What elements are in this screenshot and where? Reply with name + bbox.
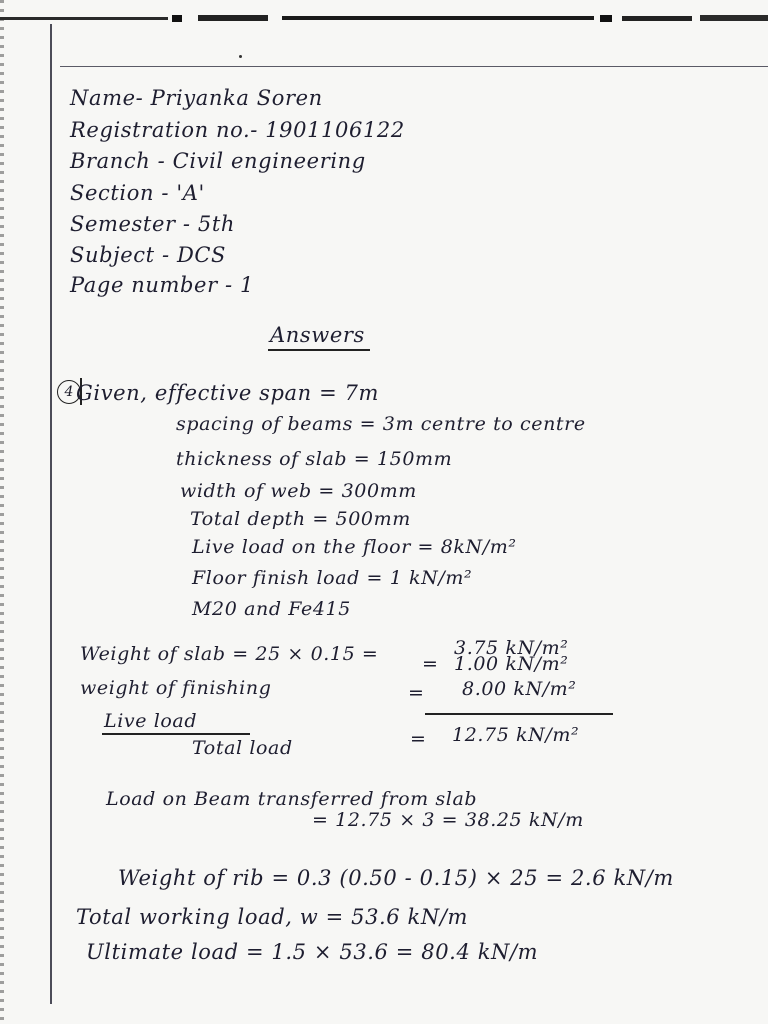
question-number: 4: [64, 384, 74, 400]
page-title: Answers: [270, 323, 365, 347]
finishing-equals: =: [422, 653, 439, 675]
live-load-equals: =: [408, 682, 425, 704]
page-binding-edge: [0, 0, 4, 1024]
subject: Subject - DCS: [70, 243, 227, 267]
given-thickness: thickness of slab = 150mm: [176, 448, 453, 470]
finishing-weight-label: weight of finishing: [80, 677, 272, 699]
live-load-underline: [102, 733, 250, 735]
student-name: Name- Priyanka Soren: [70, 86, 323, 110]
given-live-load: Live load on the floor = 8kN/m²: [192, 536, 517, 558]
slab-weight-label: Weight of slab = 25 × 0.15 =: [80, 643, 379, 665]
sum-rule: [425, 713, 613, 715]
ink-dot: [239, 55, 242, 58]
given-depth: Total depth = 500mm: [190, 508, 411, 530]
registration-number: Registration no.- 1901106122: [70, 118, 405, 142]
section: Section - 'A': [70, 181, 205, 205]
total-load-label: Total load: [192, 737, 293, 759]
rib-weight: Weight of rib = 0.3 (0.50 - 0.15) × 25 = 2.6 kN/m: [118, 866, 674, 890]
finishing-weight-value: 1.00 kN/m²: [454, 653, 569, 675]
torn-top-edge: [0, 14, 768, 24]
branch: Branch - Civil engineering: [70, 149, 366, 173]
given-effective-span: Given, effective span = 7m: [76, 381, 380, 405]
given-spacing: spacing of beams = 3m centre to centre: [176, 413, 586, 435]
page-number: Page number - 1: [70, 273, 254, 297]
beam-load-label: Load on Beam transferred from slab: [106, 788, 478, 810]
total-load-value: 12.75 kN/m²: [452, 724, 580, 746]
beam-load-calculation: = 12.75 × 3 = 38.25 kN/m: [312, 809, 584, 831]
header-rule: [60, 66, 768, 67]
margin-rule: [50, 24, 52, 1004]
given-floor-finish: Floor finish load = 1 kN/m²: [192, 567, 473, 589]
title-underline: [268, 349, 370, 351]
slab-weight-value: 3.75 kN/m²: [454, 637, 569, 659]
total-load-equals: =: [410, 728, 427, 750]
live-load-value: 8.00 kN/m²: [462, 678, 577, 700]
ultimate-load: Ultimate load = 1.5 × 53.6 = 80.4 kN/m: [86, 940, 539, 964]
semester: Semester - 5th: [70, 212, 236, 236]
given-materials: M20 and Fe415: [192, 598, 351, 620]
given-width: width of web = 300mm: [180, 480, 417, 502]
total-working-load: Total working load, w = 53.6 kN/m: [76, 905, 469, 929]
live-load-label: Live load: [104, 710, 198, 732]
